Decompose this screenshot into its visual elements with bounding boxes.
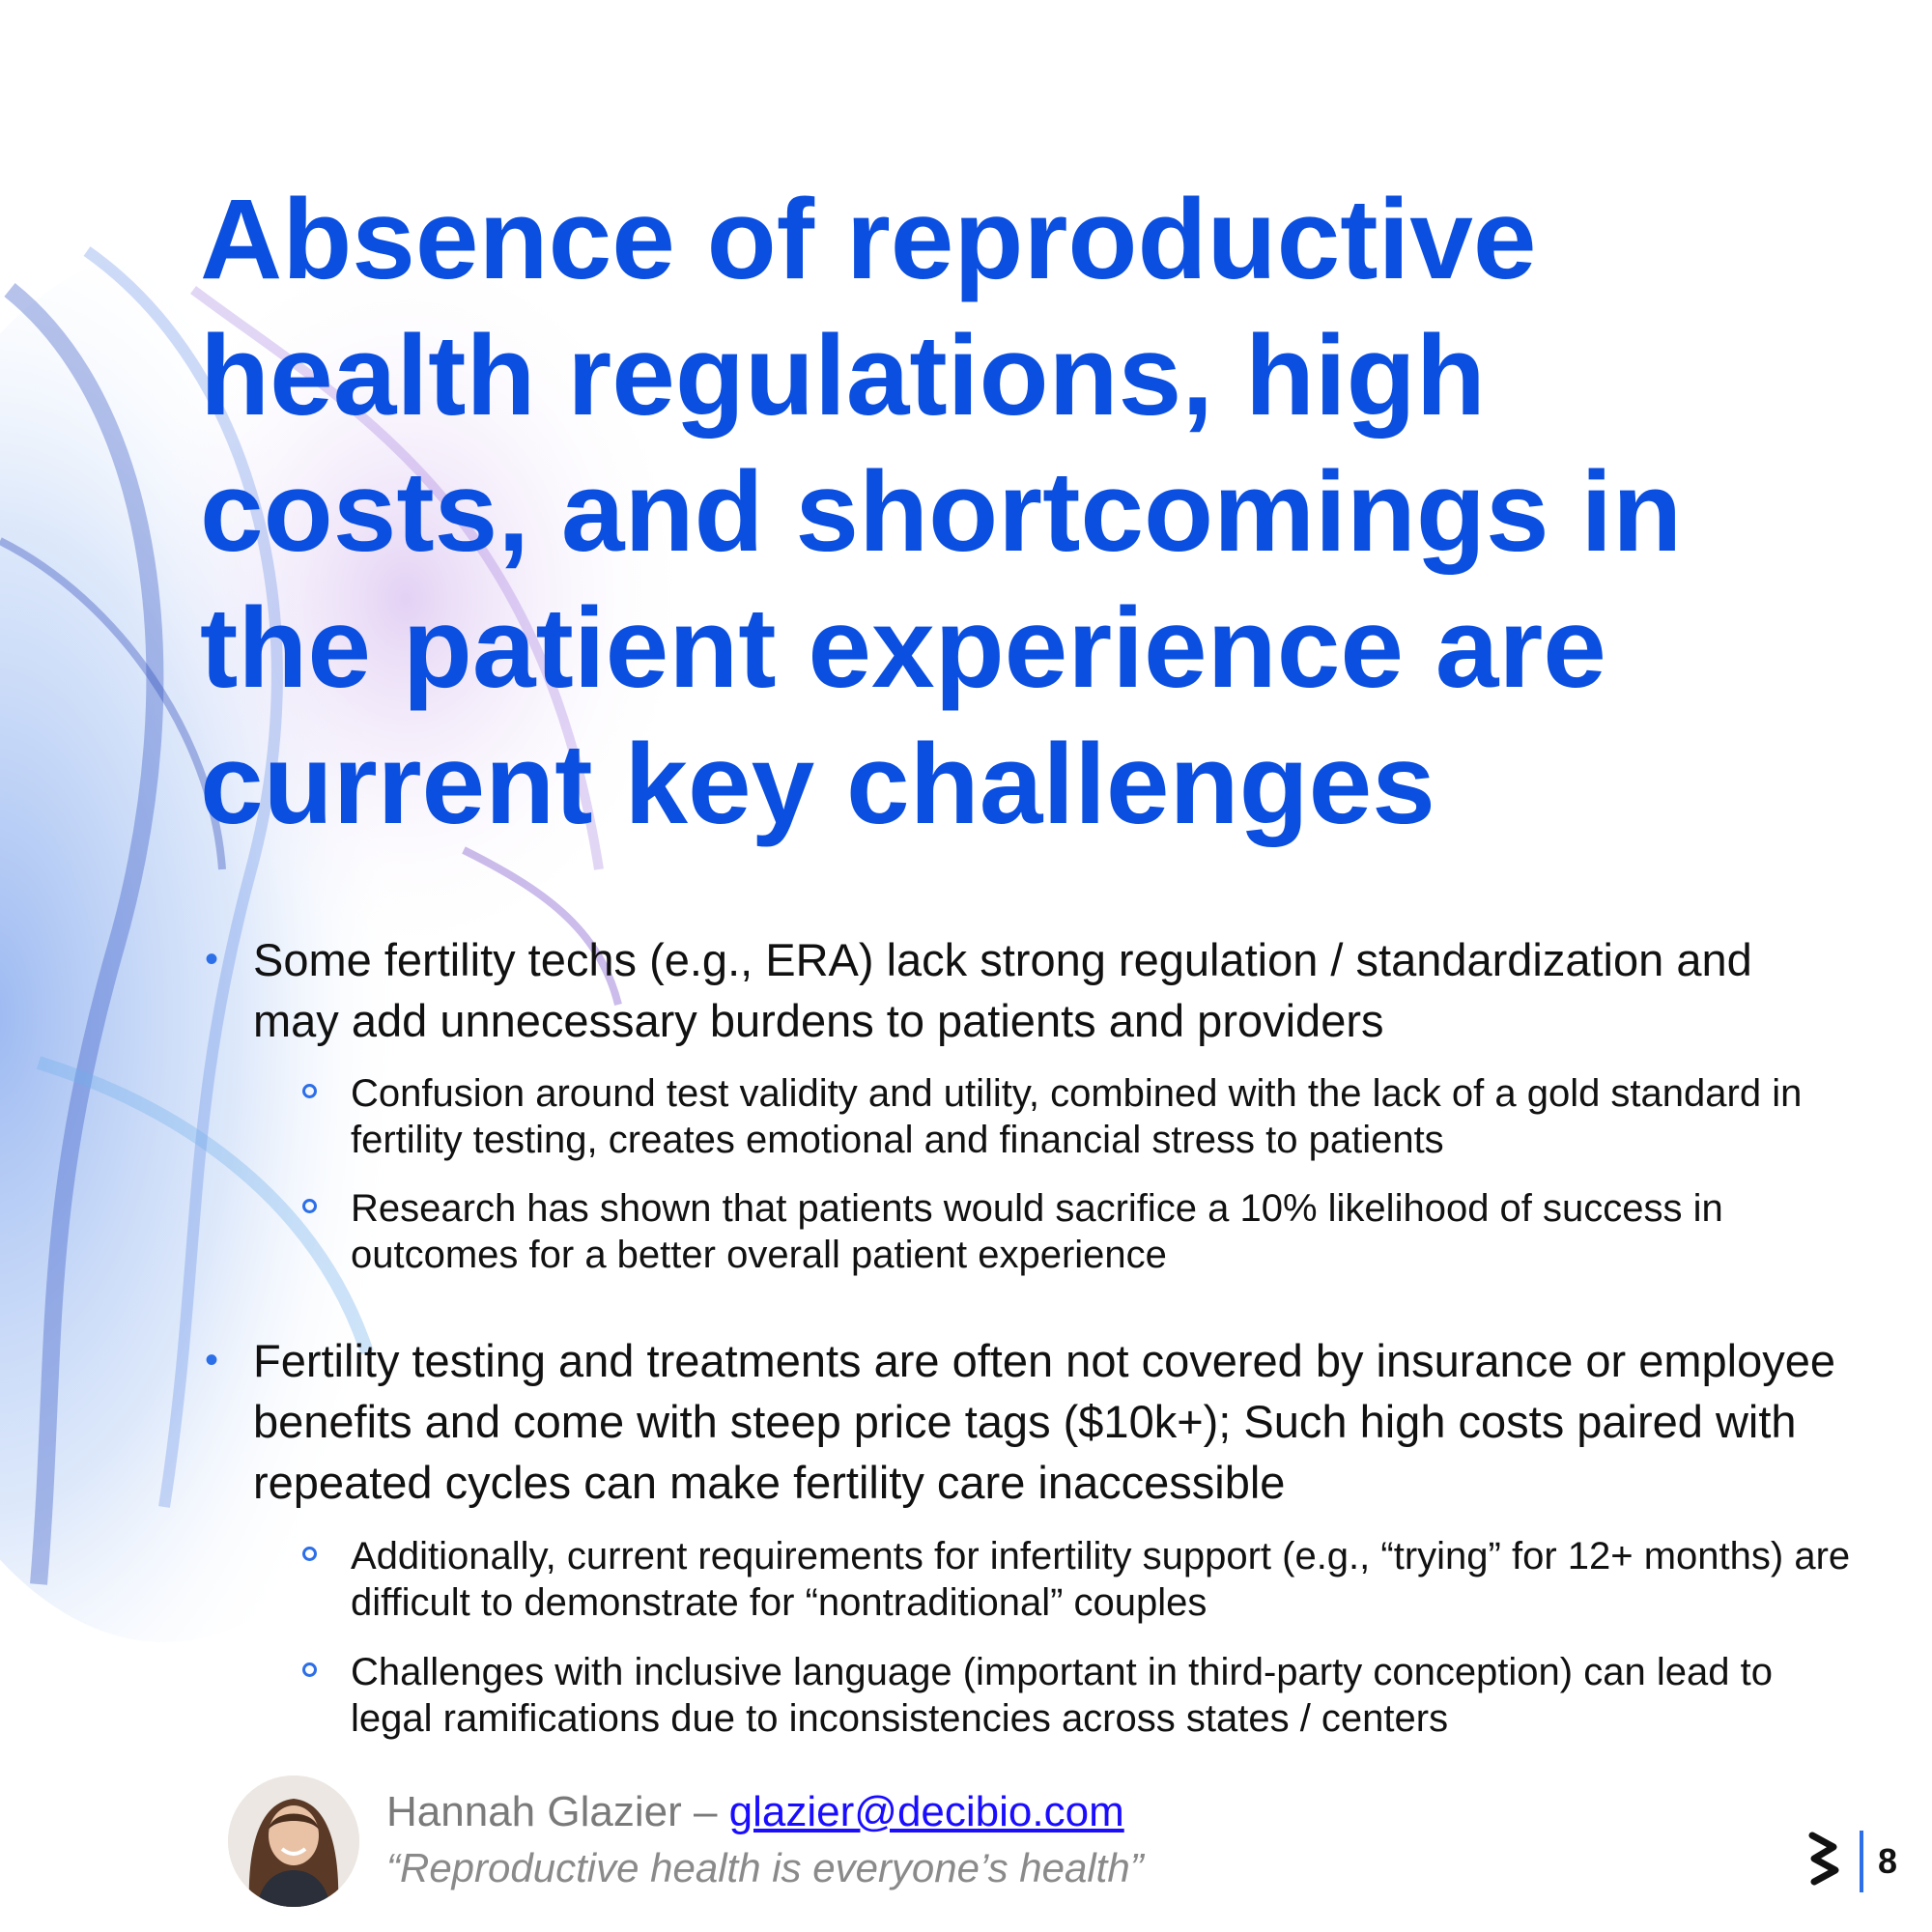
page-number: 8 — [1878, 1841, 1898, 1881]
presenter-email-link[interactable]: glazier@decibio.com — [728, 1788, 1124, 1835]
presenter-credit — [386, 1787, 1124, 1837]
company-logo-icon — [1808, 1832, 1841, 1889]
presenter-quote: “Reproductive health is everyone’s health” — [386, 1845, 1144, 1890]
bullet-text: Some fertility techs (e.g., ERA) lack strong regulation / standardization and may add unnecessary burdens to patients and providers — [253, 934, 1752, 1046]
bullet-text: Fertility testing and treatments are often not covered by insurance or employee benefits and come with steep price tags ($10k+); Such high costs paired with repeated cycles can make fertility care inaccessible — [253, 1335, 1836, 1508]
sub-bullet-text: Research has shown that patients would sacrifice a 10% likelihood of success in outcomes for a better overall patient experience — [351, 1187, 1723, 1276]
sub-bullet-ring-icon — [302, 1662, 317, 1677]
sub-bullet-text: Confusion around test validity and utility, combined with the lack of a gold standard in fertility testing, creates emotional and financial stress to patients — [351, 1072, 1803, 1161]
avatar — [228, 1776, 359, 1907]
sub-bullet-text: Challenges with inclusive language (important in third-party conception) can lead to legal ramifications due to inconsistencies across states / centers — [351, 1651, 1773, 1740]
bullet-dot-icon: • — [205, 938, 219, 980]
slide-title: Absence of reproductive health regulations, high costs, and shortcomings in the patient experience are current key challenges — [200, 176, 1683, 848]
footer-divider — [1860, 1831, 1863, 1892]
presenter-name: Hannah Glazier – — [386, 1788, 729, 1835]
sub-bullet-item — [351, 1649, 1858, 1742]
sub-bullet-text: Additionally, current requirements for infertility support (e.g., “trying” for 12+ months) are difficult to demonstrate for “nontraditional” couples — [351, 1535, 1851, 1624]
bullet-dot-icon: • — [205, 1339, 219, 1381]
